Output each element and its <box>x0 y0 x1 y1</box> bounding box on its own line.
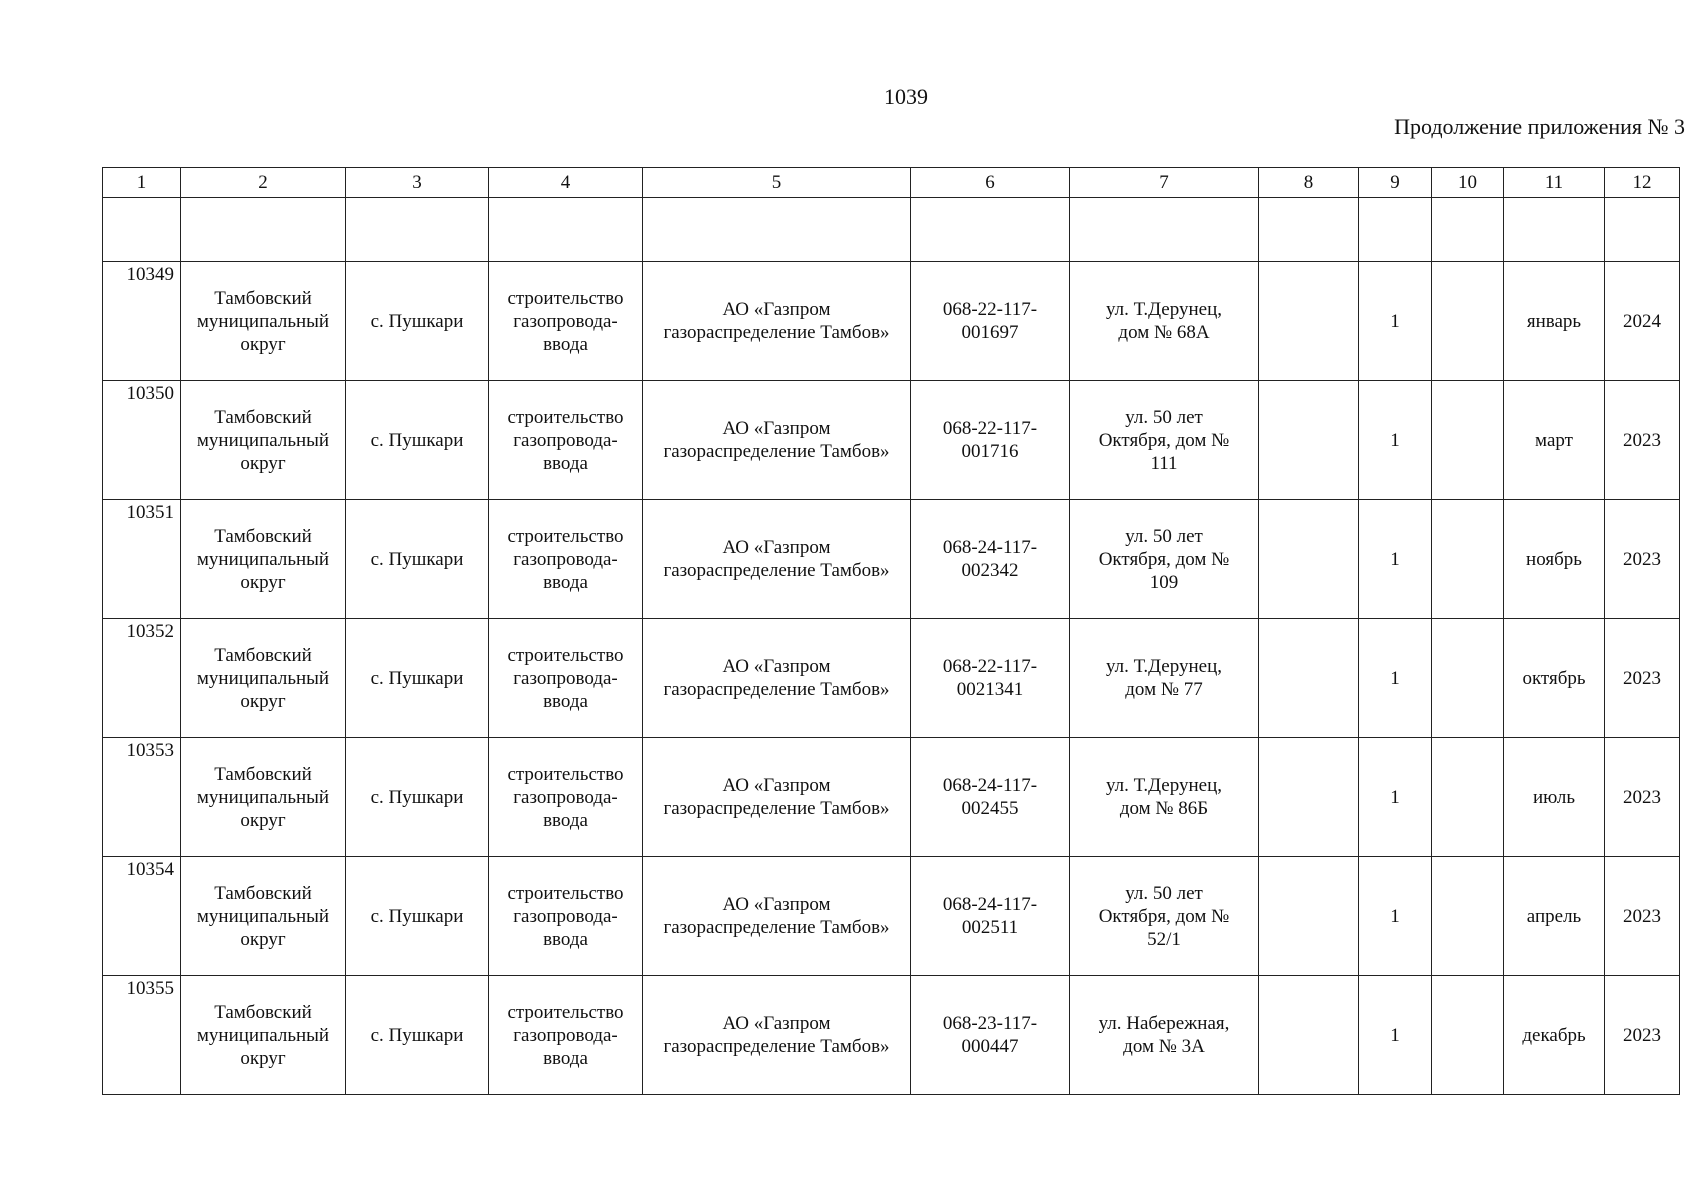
address-cell-line: 109 <box>1149 571 1179 593</box>
organization-cell-line: газораспределение Тамбов» <box>663 560 890 581</box>
object-code-cell-line: 0021341 <box>956 679 1024 700</box>
settlement-cell: с. Пушкари <box>346 857 489 976</box>
month-cell: декабрь <box>1504 976 1605 1095</box>
month-cell: октябрь <box>1504 619 1605 738</box>
object-code-cell-line: 000447 <box>961 1036 1019 1057</box>
object-code-cell <box>911 619 1070 738</box>
settlement-cell: с. Пушкари <box>346 262 489 381</box>
column-10-cell <box>1432 619 1504 738</box>
work-type-cell-line: строительство <box>507 406 624 428</box>
month-cell: апрель <box>1504 857 1605 976</box>
column-number-cell: 7 <box>1070 168 1259 198</box>
month-cell: январь <box>1504 262 1605 381</box>
page-number: 1039 <box>884 84 928 109</box>
address-cell <box>1070 738 1259 857</box>
district-cell-line: Тамбовский <box>214 763 312 785</box>
object-code-cell-line: 068-22-117- <box>942 418 1038 439</box>
organization-cell <box>643 976 911 1095</box>
district-cell <box>181 857 346 976</box>
work-type-cell-line: газопровода- <box>513 548 618 570</box>
work-type-cell-line: строительство <box>507 525 624 547</box>
object-code-cell-line: 068-24-117- <box>942 894 1038 915</box>
row-number-cell: 10350 <box>103 381 181 500</box>
continuation-label: Продолжение приложения № 3 <box>1394 114 1685 139</box>
address-cell <box>1070 500 1259 619</box>
organization-cell-line: газораспределение Тамбов» <box>663 441 890 462</box>
address-cell-line: дом № 68А <box>1118 322 1210 343</box>
district-cell-line: Тамбовский <box>214 1001 312 1023</box>
quantity-cell: 1 <box>1359 738 1432 857</box>
object-code-cell-line: 068-23-117- <box>942 1013 1038 1034</box>
year-cell: 2023 <box>1605 738 1680 857</box>
row-number-cell: 10355 <box>103 976 181 1095</box>
work-type-cell-line: строительство <box>507 644 624 666</box>
work-type-cell-line: ввода <box>543 928 588 950</box>
column-number-cell: 8 <box>1259 168 1359 198</box>
work-type-cell <box>489 976 643 1095</box>
quantity-cell: 1 <box>1359 381 1432 500</box>
work-type-cell <box>489 738 643 857</box>
year-cell: 2023 <box>1605 500 1680 619</box>
organization-cell-line: АО «Газпром <box>722 1013 831 1034</box>
work-type-cell-line: газопровода- <box>513 786 618 808</box>
district-cell-line: Тамбовский <box>214 287 312 309</box>
blank-cell <box>346 198 489 262</box>
district-cell-line: округ <box>240 928 286 950</box>
organization-cell-line: АО «Газпром <box>722 299 831 320</box>
address-cell <box>1070 381 1259 500</box>
blank-cell <box>911 198 1070 262</box>
district-cell-line: округ <box>240 333 286 355</box>
work-type-cell-line: ввода <box>543 333 588 355</box>
table-row <box>103 738 1680 857</box>
work-type-cell-line: строительство <box>507 882 624 904</box>
blank-row <box>103 198 1680 262</box>
district-cell <box>181 262 346 381</box>
year-cell: 2024 <box>1605 262 1680 381</box>
organization-cell <box>643 619 911 738</box>
row-number-cell: 10349 <box>103 262 181 381</box>
address-cell-line: 111 <box>1150 452 1178 474</box>
address-cell-line: ул. Набережная, <box>1098 1013 1230 1034</box>
column-8-cell <box>1259 619 1359 738</box>
address-cell <box>1070 262 1259 381</box>
column-number-cell: 6 <box>911 168 1070 198</box>
district-cell-line: Тамбовский <box>214 406 312 428</box>
organization-cell-line: АО «Газпром <box>722 775 831 796</box>
organization-cell-line: АО «Газпром <box>722 418 831 439</box>
quantity-cell: 1 <box>1359 857 1432 976</box>
work-type-cell-line: газопровода- <box>513 667 618 689</box>
schedule-table <box>102 167 1680 1095</box>
column-8-cell <box>1259 976 1359 1095</box>
organization-cell-line: газораспределение Тамбов» <box>663 917 890 938</box>
settlement-cell: с. Пушкари <box>346 500 489 619</box>
row-number-cell: 10353 <box>103 738 181 857</box>
quantity-cell: 1 <box>1359 976 1432 1095</box>
column-number-cell: 2 <box>181 168 346 198</box>
object-code-cell-line: 002511 <box>961 917 1019 938</box>
work-type-cell-line: газопровода- <box>513 310 618 332</box>
object-code-cell-line: 068-22-117- <box>942 656 1038 677</box>
district-cell-line: муниципальный <box>196 310 330 332</box>
district-cell-line: муниципальный <box>196 905 330 927</box>
work-type-cell-line: ввода <box>543 690 588 712</box>
district-cell-line: Тамбовский <box>214 882 312 904</box>
work-type-cell-line: газопровода- <box>513 905 618 927</box>
table-row <box>103 262 1680 381</box>
district-cell <box>181 976 346 1095</box>
district-cell <box>181 738 346 857</box>
district-cell <box>181 500 346 619</box>
district-cell <box>181 381 346 500</box>
column-8-cell <box>1259 381 1359 500</box>
address-cell <box>1070 619 1259 738</box>
column-number-cell: 4 <box>489 168 643 198</box>
district-cell-line: муниципальный <box>196 667 330 689</box>
object-code-cell-line: 068-24-117- <box>942 775 1038 796</box>
year-cell: 2023 <box>1605 381 1680 500</box>
address-cell-line: Октября, дом № <box>1098 905 1230 927</box>
blank-cell <box>181 198 346 262</box>
object-code-cell-line: 001716 <box>961 441 1019 462</box>
column-8-cell <box>1259 500 1359 619</box>
column-number-cell: 11 <box>1504 168 1605 198</box>
table-row <box>103 857 1680 976</box>
object-code-cell <box>911 857 1070 976</box>
table-row <box>103 381 1680 500</box>
district-cell-line: муниципальный <box>196 786 330 808</box>
column-number-cell: 9 <box>1359 168 1432 198</box>
table-body <box>103 168 1680 1095</box>
column-number-cell: 3 <box>346 168 489 198</box>
object-code-cell <box>911 500 1070 619</box>
object-code-cell-line: 068-22-117- <box>942 299 1038 320</box>
year-cell: 2023 <box>1605 857 1680 976</box>
work-type-cell-line: газопровода- <box>513 429 618 451</box>
organization-cell <box>643 857 911 976</box>
column-8-cell <box>1259 857 1359 976</box>
work-type-cell-line: строительство <box>507 287 624 309</box>
row-number-cell: 10352 <box>103 619 181 738</box>
column-number-cell: 1 <box>103 168 181 198</box>
column-8-cell <box>1259 738 1359 857</box>
month-cell: ноябрь <box>1504 500 1605 619</box>
address-cell-line: ул. 50 лет <box>1125 406 1203 428</box>
work-type-cell-line: газопровода- <box>513 1024 618 1046</box>
work-type-cell <box>489 619 643 738</box>
table-row <box>103 619 1680 738</box>
organization-cell-line: АО «Газпром <box>722 656 831 677</box>
column-10-cell <box>1432 500 1504 619</box>
address-cell-line: 52/1 <box>1147 928 1181 950</box>
blank-cell <box>1432 198 1504 262</box>
organization-cell-line: газораспределение Тамбов» <box>663 322 890 343</box>
organization-cell <box>643 381 911 500</box>
address-cell-line: Октября, дом № <box>1098 548 1230 570</box>
work-type-cell <box>489 262 643 381</box>
object-code-cell <box>911 976 1070 1095</box>
address-cell-line: ул. 50 лет <box>1125 882 1203 904</box>
district-cell-line: округ <box>240 452 286 474</box>
address-cell <box>1070 976 1259 1095</box>
column-10-cell <box>1432 738 1504 857</box>
column-number-row <box>103 168 1680 198</box>
address-cell-line: дом № 86Б <box>1119 798 1209 819</box>
column-number-cell: 5 <box>643 168 911 198</box>
district-cell-line: Тамбовский <box>214 644 312 666</box>
blank-cell <box>489 198 643 262</box>
table-row <box>103 500 1680 619</box>
work-type-cell-line: строительство <box>507 1001 624 1023</box>
row-number-cell: 10354 <box>103 857 181 976</box>
settlement-cell: с. Пушкари <box>346 381 489 500</box>
work-type-cell <box>489 381 643 500</box>
column-10-cell <box>1432 976 1504 1095</box>
quantity-cell: 1 <box>1359 619 1432 738</box>
address-cell-line: ул. Т.Дерунец, <box>1106 299 1222 320</box>
object-code-cell-line: 002342 <box>961 560 1019 581</box>
table-row <box>103 976 1680 1095</box>
column-8-cell <box>1259 262 1359 381</box>
district-cell-line: муниципальный <box>196 548 330 570</box>
column-10-cell <box>1432 262 1504 381</box>
address-cell-line: дом № 3А <box>1123 1036 1205 1057</box>
blank-cell <box>1504 198 1605 262</box>
address-cell <box>1070 857 1259 976</box>
district-cell <box>181 619 346 738</box>
blank-cell <box>643 198 911 262</box>
organization-cell-line: газораспределение Тамбов» <box>663 1036 890 1057</box>
work-type-cell-line: ввода <box>543 1047 588 1069</box>
address-cell-line: ул. Т.Дерунец, <box>1106 775 1222 796</box>
district-cell-line: округ <box>240 809 286 831</box>
work-type-cell <box>489 857 643 976</box>
blank-cell <box>1359 198 1432 262</box>
year-cell: 2023 <box>1605 976 1680 1095</box>
year-cell: 2023 <box>1605 619 1680 738</box>
column-10-cell <box>1432 857 1504 976</box>
column-10-cell <box>1432 381 1504 500</box>
object-code-cell-line: 002455 <box>961 798 1019 819</box>
address-cell-line: Октября, дом № <box>1098 429 1230 451</box>
organization-cell-line: АО «Газпром <box>722 894 831 915</box>
address-cell-line: ул. 50 лет <box>1125 525 1203 547</box>
work-type-cell <box>489 500 643 619</box>
blank-cell <box>1259 198 1359 262</box>
object-code-cell-line: 001697 <box>961 322 1019 343</box>
month-cell: март <box>1504 381 1605 500</box>
object-code-cell <box>911 262 1070 381</box>
column-number-cell: 10 <box>1432 168 1504 198</box>
object-code-cell <box>911 381 1070 500</box>
organization-cell-line: АО «Газпром <box>722 537 831 558</box>
district-cell-line: округ <box>240 1047 286 1069</box>
organization-cell <box>643 500 911 619</box>
object-code-cell <box>911 738 1070 857</box>
blank-cell <box>1070 198 1259 262</box>
settlement-cell: с. Пушкари <box>346 976 489 1095</box>
work-type-cell-line: ввода <box>543 571 588 593</box>
row-number-cell: 10351 <box>103 500 181 619</box>
district-cell-line: округ <box>240 690 286 712</box>
blank-cell <box>1605 198 1680 262</box>
settlement-cell: с. Пушкари <box>346 619 489 738</box>
work-type-cell-line: строительство <box>507 763 624 785</box>
district-cell-line: Тамбовский <box>214 525 312 547</box>
address-cell-line: дом № 77 <box>1125 679 1203 700</box>
blank-cell <box>103 198 181 262</box>
district-cell-line: муниципальный <box>196 429 330 451</box>
district-cell-line: округ <box>240 571 286 593</box>
organization-cell <box>643 262 911 381</box>
organization-cell-line: газораспределение Тамбов» <box>663 679 890 700</box>
quantity-cell: 1 <box>1359 262 1432 381</box>
settlement-cell: с. Пушкари <box>346 738 489 857</box>
work-type-cell-line: ввода <box>543 452 588 474</box>
district-cell-line: муниципальный <box>196 1024 330 1046</box>
column-number-cell: 12 <box>1605 168 1680 198</box>
month-cell: июль <box>1504 738 1605 857</box>
work-type-cell-line: ввода <box>543 809 588 831</box>
object-code-cell-line: 068-24-117- <box>942 537 1038 558</box>
organization-cell <box>643 738 911 857</box>
organization-cell-line: газораспределение Тамбов» <box>663 798 890 819</box>
address-cell-line: ул. Т.Дерунец, <box>1106 656 1222 677</box>
quantity-cell: 1 <box>1359 500 1432 619</box>
